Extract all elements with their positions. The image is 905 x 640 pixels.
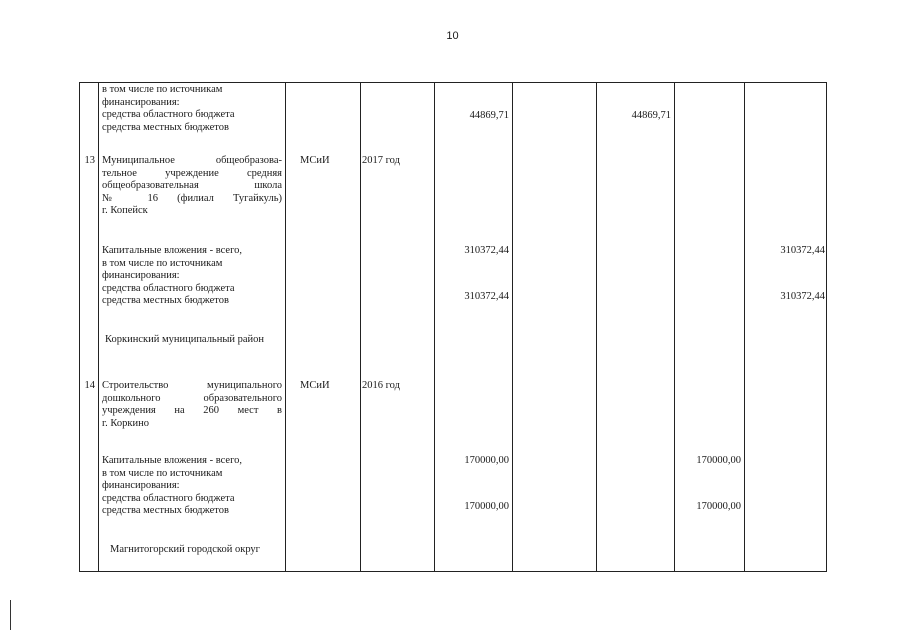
column-divider [285, 82, 286, 572]
text-line: Строительство муниципального [102, 380, 282, 391]
text-line: средства местных бюджетов [102, 505, 229, 517]
margin-mark [10, 600, 11, 630]
text-line: дошкольного образовательного [102, 392, 282, 404]
text-line: в том числе по источникам [102, 84, 223, 95]
column-divider [434, 82, 435, 572]
district-heading: Магнитогорский городской округ [110, 544, 260, 555]
text-line: средства местных бюджетов [102, 295, 229, 307]
page-number: 10 [446, 30, 459, 42]
district-heading: Коркинский муниципальный район [105, 334, 265, 345]
financing-breakdown [102, 455, 282, 518]
value-total: 170000,00 [464, 501, 509, 512]
column-divider [744, 82, 745, 572]
value-2016: 170000,00 [696, 455, 741, 466]
financing-breakdown [102, 84, 282, 134]
text-line: в том числе по источникам [102, 467, 223, 479]
text-line: учреждения на 260 мест в [102, 405, 282, 417]
text-line: в том числе по источникам [102, 257, 223, 269]
text-line: финансирования: [102, 96, 180, 108]
text-line: г. Коркино [102, 417, 149, 429]
department: МСиИ [300, 380, 330, 391]
column-divider [360, 82, 361, 572]
text-line: средства местных бюджетов [102, 121, 229, 133]
text-line: общеобразовательная школа [102, 180, 282, 192]
column-divider [512, 82, 513, 572]
value-total: 44869,71 [469, 110, 509, 121]
text-line: Муниципальное общеобразова- [102, 155, 282, 166]
value-total: 310372,44 [464, 245, 509, 256]
text-line: Капитальные вложения - всего, [102, 245, 242, 256]
year: 2017 год [362, 155, 400, 166]
project-name [102, 155, 282, 218]
value-2017: 310372,44 [780, 291, 825, 302]
row-index: 14 [84, 380, 95, 391]
column-divider [98, 82, 99, 572]
text-line: средства областного бюджета [102, 492, 235, 504]
value-total: 170000,00 [464, 455, 509, 466]
text-line: средства областного бюджета [102, 282, 235, 294]
year: 2016 год [362, 380, 400, 391]
column-divider [596, 82, 597, 572]
text-line: средства областного бюджета [102, 109, 235, 121]
value-2017: 310372,44 [780, 245, 825, 256]
financing-breakdown [102, 245, 282, 308]
text-line: финансирования: [102, 480, 180, 492]
text-line: г. Копейск [102, 205, 148, 217]
department: МСиИ [300, 155, 330, 166]
text-line: финансирования: [102, 270, 180, 282]
column-divider [674, 82, 675, 572]
text-line: № 16 (филиал Тугайкуль) [102, 192, 282, 204]
text-line: Капитальные вложения - всего, [102, 455, 242, 466]
value-2016: 44869,71 [631, 110, 671, 121]
value-2016: 170000,00 [696, 501, 741, 512]
text-line: тельное учреждение средняя [102, 167, 282, 179]
value-total: 310372,44 [464, 291, 509, 302]
row-index: 13 [84, 155, 95, 166]
project-name [102, 380, 282, 430]
